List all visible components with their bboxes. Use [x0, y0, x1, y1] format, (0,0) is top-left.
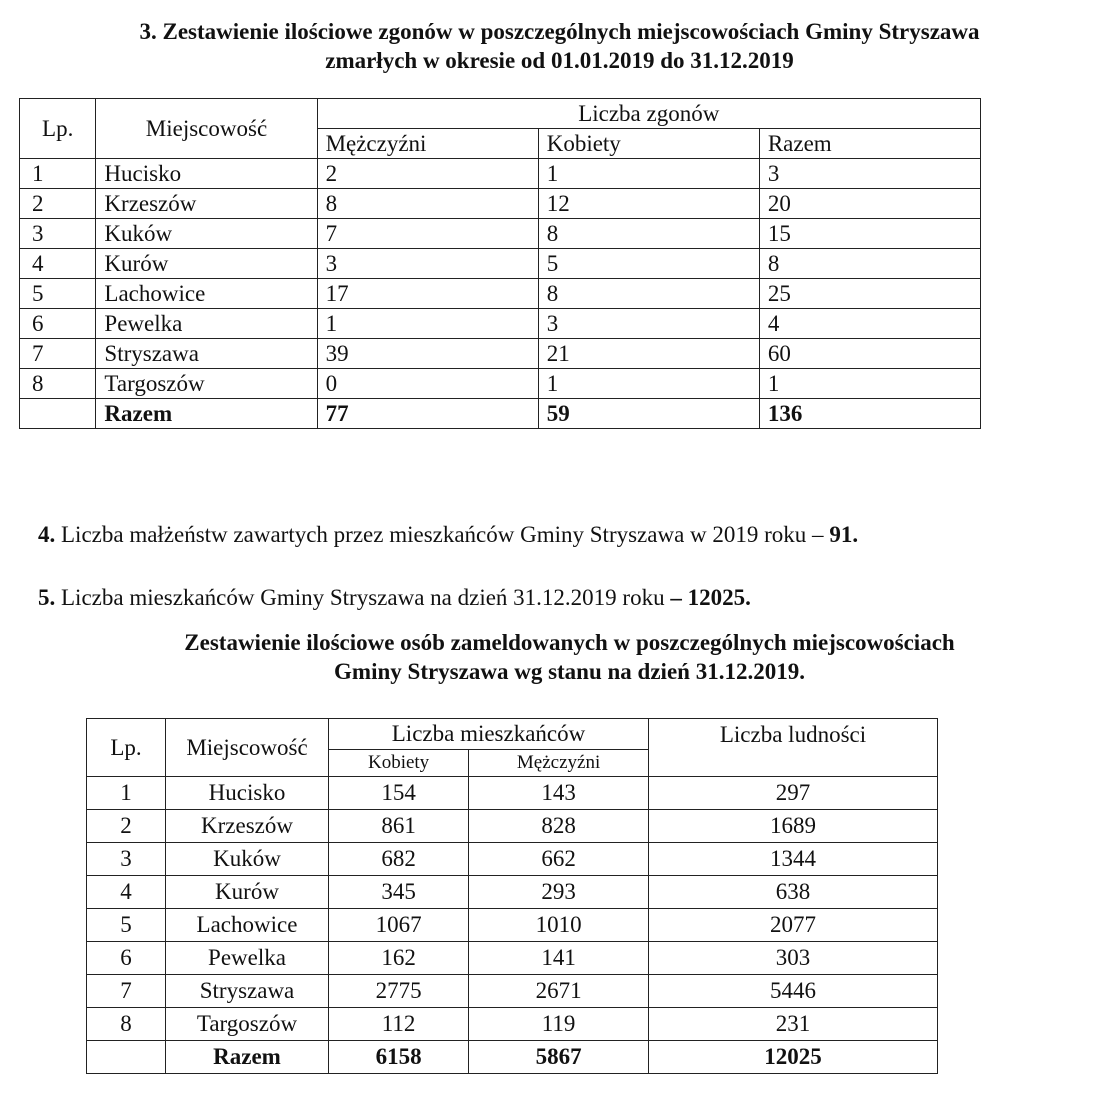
cell-men: 7	[317, 219, 538, 249]
cell-lp: 4	[87, 876, 166, 909]
cell-women: 682	[329, 843, 469, 876]
cell-total: 8	[759, 249, 980, 279]
marriages-number: 4.	[38, 522, 56, 547]
sum-population: 12025	[649, 1041, 938, 1074]
cell-name: Lachowice	[166, 909, 329, 942]
sum-men: 77	[317, 399, 538, 429]
cell-lp: 6	[87, 942, 166, 975]
residents-title-line1: Zestawienie ilościowe osób zameldowanych w poszczególnych miejscowościach	[184, 630, 955, 655]
cell-men: 39	[317, 339, 538, 369]
table-row	[87, 843, 938, 876]
cell-name: Kurów	[166, 876, 329, 909]
residents-table	[86, 718, 938, 1074]
deaths-title-line1: 3. Zestawienie ilościowe zgonów w poszczególnych miejscowościach Gminy Stryszawa	[139, 19, 980, 44]
cell-men: 143	[469, 777, 649, 810]
cell-name: Hucisko	[96, 159, 317, 189]
table-row	[87, 777, 938, 810]
table-row	[87, 876, 938, 909]
cell-name: Stryszawa	[96, 339, 317, 369]
cell-men: 141	[469, 942, 649, 975]
cell-lp: 8	[87, 1008, 166, 1041]
cell-name: Targoszów	[166, 1008, 329, 1041]
residents-paragraph	[38, 584, 751, 612]
cell-men: 3	[317, 249, 538, 279]
cell-name: Pewelka	[96, 309, 317, 339]
cell-lp: 8	[20, 369, 96, 399]
col-total: Razem	[759, 129, 980, 159]
cell-total: 20	[759, 189, 980, 219]
cell-name: Pewelka	[166, 942, 329, 975]
residents-title	[30, 628, 1099, 686]
table-row	[20, 219, 981, 249]
col-men: Mężczyźni	[317, 129, 538, 159]
cell-women: 1067	[329, 909, 469, 942]
cell-lp: 1	[87, 777, 166, 810]
cell-total: 15	[759, 219, 980, 249]
col-group-residents: Liczba mieszkańców	[329, 719, 649, 750]
cell-men: 2671	[469, 975, 649, 1008]
sum-lp	[87, 1041, 166, 1074]
cell-men: 1	[317, 309, 538, 339]
col-miejscowosc: Miejscowość	[96, 99, 317, 159]
cell-men: 1010	[469, 909, 649, 942]
cell-name: Krzeszów	[96, 189, 317, 219]
cell-women: 154	[329, 777, 469, 810]
cell-lp: 7	[20, 339, 96, 369]
col-women: Kobiety	[329, 750, 469, 777]
cell-men: 662	[469, 843, 649, 876]
cell-total: 60	[759, 339, 980, 369]
cell-men: 2	[317, 159, 538, 189]
cell-population: 231	[649, 1008, 938, 1041]
col-lp: Lp.	[20, 99, 96, 159]
cell-population: 1689	[649, 810, 938, 843]
cell-name: Kurów	[96, 249, 317, 279]
cell-women: 8	[538, 219, 759, 249]
cell-women: 112	[329, 1008, 469, 1041]
sum-lp	[20, 399, 96, 429]
cell-population: 2077	[649, 909, 938, 942]
deaths-table	[19, 98, 981, 429]
cell-women: 8	[538, 279, 759, 309]
cell-name: Hucisko	[166, 777, 329, 810]
cell-men: 0	[317, 369, 538, 399]
cell-lp: 3	[20, 219, 96, 249]
table-row	[87, 975, 938, 1008]
residents-text: Liczba mieszkańców Gminy Stryszawa na dzień 31.12.2019 roku	[55, 585, 671, 610]
cell-women: 1	[538, 369, 759, 399]
cell-total: 3	[759, 159, 980, 189]
cell-women: 5	[538, 249, 759, 279]
cell-men: 17	[317, 279, 538, 309]
marriages-text: Liczba małżeństw zawartych przez mieszkańców Gminy Stryszawa w 2019 roku –	[55, 522, 830, 547]
residents-value: – 12025.	[670, 585, 751, 610]
table-row	[20, 189, 981, 219]
deaths-title-line2: zmarłych w okresie od 01.01.2019 do 31.12.2019	[325, 48, 794, 73]
cell-women: 1	[538, 159, 759, 189]
cell-women: 345	[329, 876, 469, 909]
cell-lp: 6	[20, 309, 96, 339]
table-row	[87, 1008, 938, 1041]
sum-total: 136	[759, 399, 980, 429]
cell-name: Kuków	[96, 219, 317, 249]
residents-number: 5.	[38, 585, 56, 610]
table-row	[87, 810, 938, 843]
cell-population: 638	[649, 876, 938, 909]
table-row	[87, 909, 938, 942]
cell-name: Targoszów	[96, 369, 317, 399]
cell-lp: 7	[87, 975, 166, 1008]
cell-men: 119	[469, 1008, 649, 1041]
col-miejscowosc: Miejscowość	[166, 719, 329, 777]
cell-women: 2775	[329, 975, 469, 1008]
cell-lp: 4	[20, 249, 96, 279]
table-row	[20, 369, 981, 399]
col-men: Mężczyźni	[469, 750, 649, 777]
cell-name: Stryszawa	[166, 975, 329, 1008]
cell-total: 25	[759, 279, 980, 309]
marriages-paragraph	[38, 521, 858, 549]
cell-population: 5446	[649, 975, 938, 1008]
sum-label: Razem	[166, 1041, 329, 1074]
residents-sum-row	[87, 1041, 938, 1074]
cell-men: 8	[317, 189, 538, 219]
sum-women: 59	[538, 399, 759, 429]
cell-women: 861	[329, 810, 469, 843]
cell-women: 21	[538, 339, 759, 369]
cell-lp: 3	[87, 843, 166, 876]
cell-population: 297	[649, 777, 938, 810]
cell-population: 303	[649, 942, 938, 975]
cell-name: Kuków	[166, 843, 329, 876]
cell-lp: 1	[20, 159, 96, 189]
sum-women: 6158	[329, 1041, 469, 1074]
col-lp: Lp.	[87, 719, 166, 777]
cell-lp: 2	[20, 189, 96, 219]
cell-lp: 2	[87, 810, 166, 843]
cell-name: Lachowice	[96, 279, 317, 309]
table-row	[20, 339, 981, 369]
table-row	[20, 279, 981, 309]
cell-lp: 5	[20, 279, 96, 309]
cell-lp: 5	[87, 909, 166, 942]
deaths-sum-row	[20, 399, 981, 429]
table-row	[87, 942, 938, 975]
sum-men: 5867	[469, 1041, 649, 1074]
cell-men: 828	[469, 810, 649, 843]
residents-title-line2: Gminy Stryszawa wg stanu na dzień 31.12.2019.	[334, 659, 805, 684]
cell-name: Krzeszów	[166, 810, 329, 843]
col-women: Kobiety	[538, 129, 759, 159]
deaths-title	[20, 17, 1099, 75]
cell-population: 1344	[649, 843, 938, 876]
table-row	[20, 249, 981, 279]
cell-total: 1	[759, 369, 980, 399]
cell-total: 4	[759, 309, 980, 339]
marriages-value: 91.	[829, 522, 859, 547]
cell-men: 293	[469, 876, 649, 909]
cell-women: 162	[329, 942, 469, 975]
table-row	[20, 309, 981, 339]
table-row	[20, 159, 981, 189]
sum-label: Razem	[96, 399, 317, 429]
col-group-deaths: Liczba zgonów	[317, 99, 980, 129]
col-population: Liczba ludności	[649, 719, 938, 777]
cell-women: 3	[538, 309, 759, 339]
cell-women: 12	[538, 189, 759, 219]
